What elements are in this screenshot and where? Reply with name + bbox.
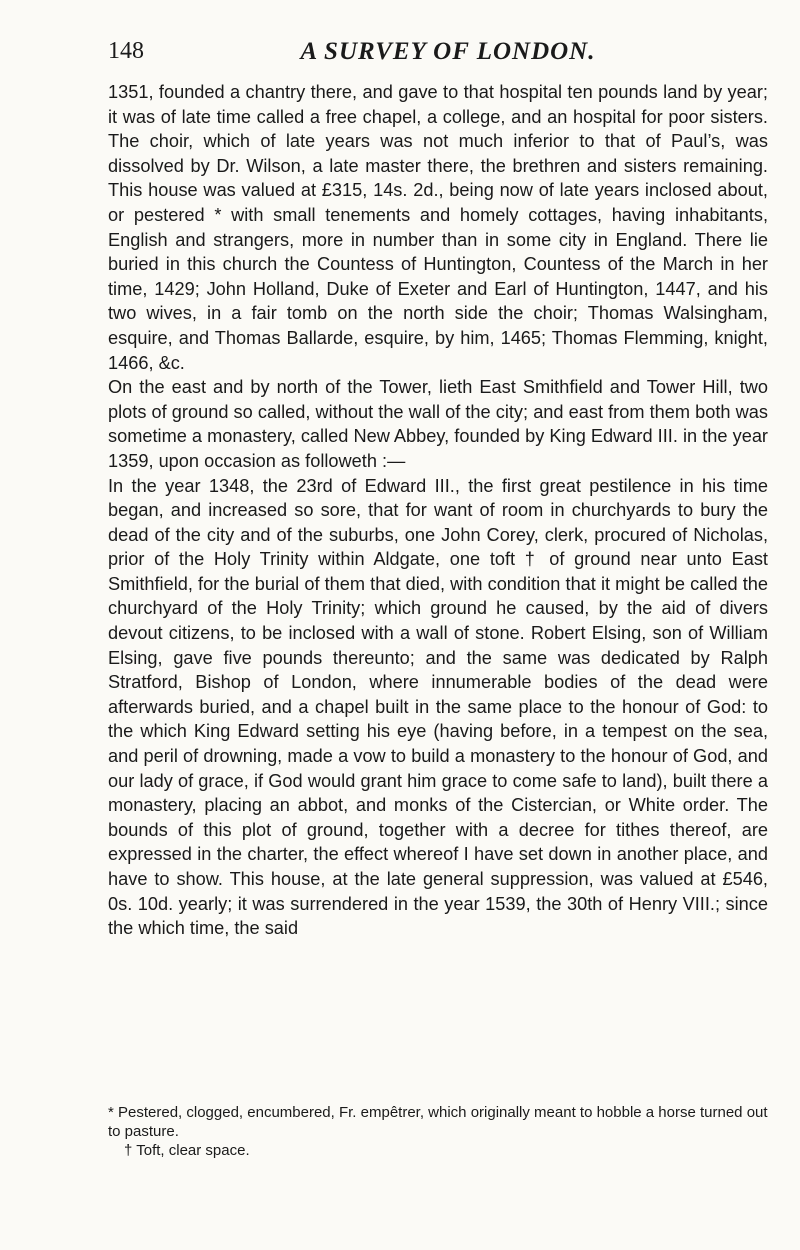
page-header: [108, 38, 768, 78]
footnote-toft: † Toft, clear space.: [124, 1142, 250, 1159]
footnotes: [108, 1103, 768, 1160]
footnote-pestered: * Pestered, clogged, encumbered, Fr. empêtrer, which originally meant to hobble a horse turned out to pasture.: [108, 1104, 768, 1140]
page-number: 148: [108, 38, 144, 64]
paragraph-3: In the year 1348, the 23rd of Edward III., the first great pestilence in his time began, and increased so sore, that for want of room in churchyards to bury the dead of the city and of the suburbs, one John Corey, clerk, procured of Nicholas, prior of the Holy Trinity within Aldgate, one toft † of ground near unto East Smithfield, for the burial of them that died, with condition that it might be called the churchyard of the Holy Trinity; which ground he caused, by the aid of divers devout citizens, to be inclosed with a wall of stone. Robert Elsing, son of William Elsing, gave five pounds thereunto; and the same was dedicated by Ralph Stratford, Bishop of London, where innumerable bodies of the dead were afterwards buried, and a chapel built in the same place to the honour of God: to the which King Edward setting his eye (having before, in a tempest on the sea, and peril of drowning, made a vow to build a monastery to the honour of God, and our lady of grace, if God would grant him grace to come safe to land), built there a monastery, placing an abbot, and monks of the Cistercian, or White order. The bounds of this plot of ground, together with a decree for tithes thereof, are expressed in the charter, the effect whereof I have set down in another place, and have to show. This house, at the late general suppression, was valued at £546, 0s. 10d. yearly; it was surrendered in the year 1539, the 30th of Henry VIII.; since the which time, the said: [108, 475, 768, 939]
paragraph-1: 1351, founded a chantry there, and gave to that hospital ten pounds land by year; it was of late time called a free chapel, a college, and an hospital for poor sisters. The choir, which of late years was not much inferior to that of Paul’s, was dissolved by Dr. Wilson, a late master there, the brethren and sisters remaining. This house was valued at £315, 14s. 2d., being now of late years inclosed about, or pestered * with small tenements and homely cottages, having inhabitants, English and strangers, more in number than in some city in England. There lie buried in this church the Countess of Huntington, Countess of the March in her time, 1429; John Holland, Duke of Exeter and Earl of Huntington, 1447, and his two wives, in a fair tomb on the north side the choir; Thomas Walsingham, esquire, and Thomas Ballarde, esquire, by him, 1465; Thomas Flemming, knight, 1466, &c.: [108, 82, 768, 373]
body-text: [108, 80, 768, 941]
paragraph-2: On the east and by north of the Tower, lieth East Smithfield and Tower Hill, two plots of ground so called, without the wall of the city; and east from them both was sometime a monastery, called New Abbey, founded by King Edward III. in the year 1359, upon occasion as followeth :—: [108, 377, 768, 471]
running-title: A SURVEY OF LONDON.: [300, 38, 596, 65]
